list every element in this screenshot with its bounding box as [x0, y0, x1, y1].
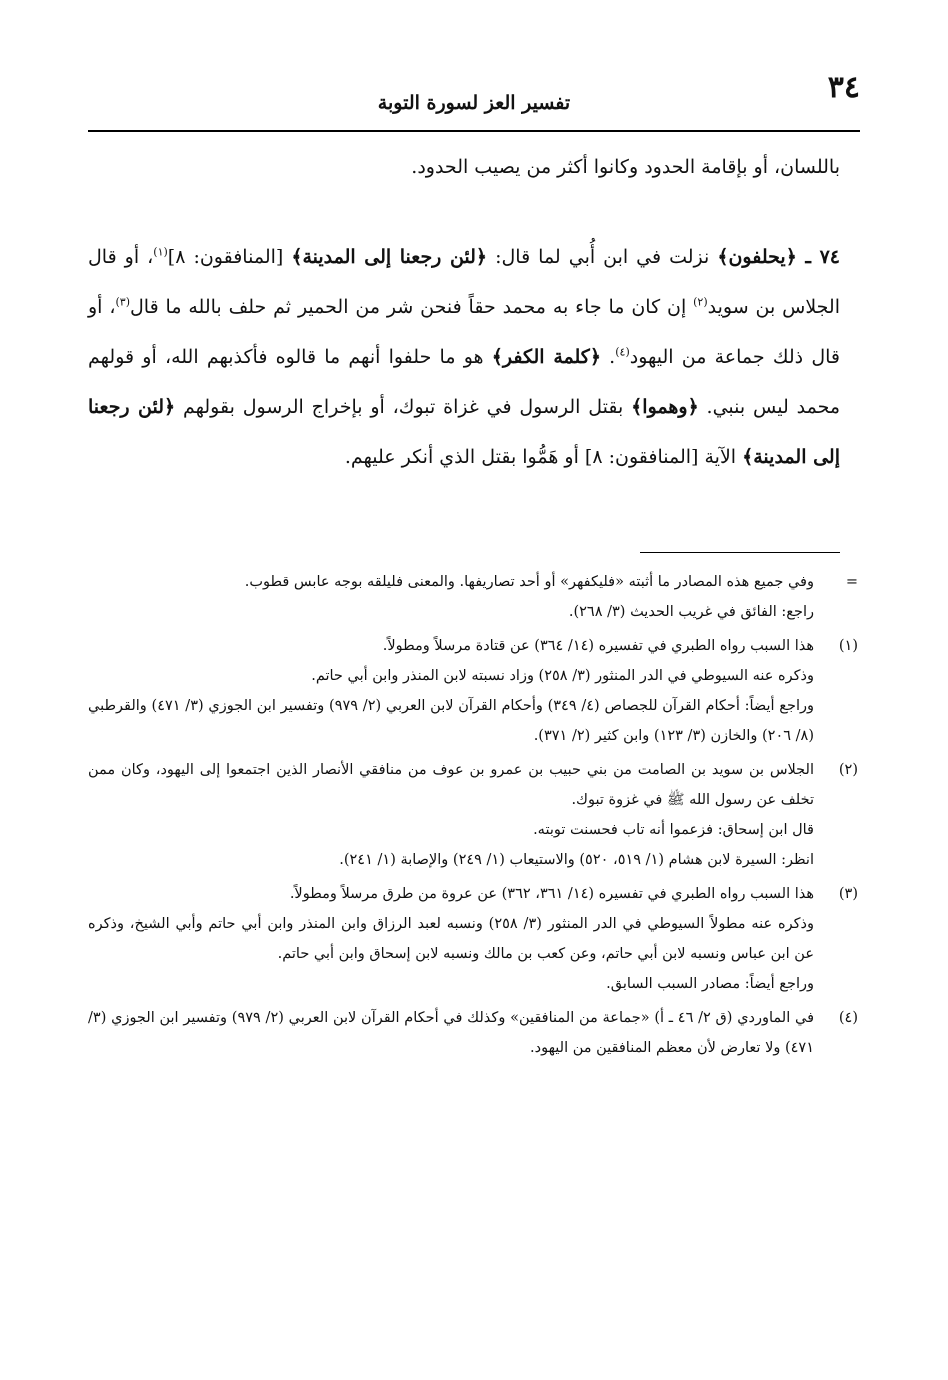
footnote-line: الجلاس بن سويد بن الصامت من بني حبيب بن عمرو بن عوف من منافقي الأنصار الذين اجتمعوا إلى اليهود، وكان ممن تخلف عن رسول الله ﷺ في غزوة تبوك. [88, 762, 814, 808]
footnote-3 [88, 879, 858, 999]
quran-word: ﴿وهموا﴾ [631, 396, 699, 418]
commentary-text: [المنافقون: ٨] [167, 246, 292, 268]
footnote-marker: (٤) [838, 1010, 858, 1026]
footnote-line: هذا السبب رواه الطبري في تفسيره (١٤/ ٣٦١، ٣٦٢) عن عروة من طرق مرسلاً ومطولاً. [289, 886, 814, 902]
running-title: تفسير العز لسورة التوبة [377, 92, 571, 114]
commentary-text: الآية [المنافقون: ٨] أو هَمُّوا بقتل الذي أنكر عليهم. [344, 446, 743, 468]
footnote-line: وراجع أيضاً: مصادر السبب السابق. [606, 976, 814, 992]
footnote-line: وذكره عنه السيوطي في الدر المنثور (٣/ ٢٥٨) وزاد نسبته لابن المنذر وابن أبي حاتم. [311, 668, 814, 684]
commentary-text: نزلت في ابن أُبي لما قال: [487, 246, 718, 268]
footnote-line: انظر: السيرة لابن هشام (١/ ٥١٩، ٥٢٠) والاستيعاب (١/ ٢٤٩) والإصابة (١/ ٢٤١). [339, 852, 814, 868]
footnote-ref: (٢) [693, 295, 708, 309]
header-rule [88, 130, 860, 132]
commentary-text: . [600, 346, 616, 368]
quran-word: ﴿لئن رجعنا إلى المدينة﴾ [88, 396, 840, 468]
commentary-text: ، أو قال الجلاس بن سويد [88, 246, 840, 318]
footnote-marker: = [845, 574, 858, 590]
commentary-text: بقتل الرسول في غزاة تبوك، أو بإخراج الرسول بقولهم [175, 396, 632, 418]
paragraph-continuation: باللسان، أو بإقامة الحدود وكانوا أكثر من يصيب الحدود. [411, 156, 840, 178]
quran-word: ﴿يحلفون﴾ [717, 246, 797, 268]
footnote-ref: (١) [153, 245, 168, 259]
quran-word: ﴿لئن رجعنا إلى المدينة﴾ [291, 246, 488, 268]
footnote-ref: (٤) [615, 345, 630, 359]
footnote-line: هذا السبب رواه الطبري في تفسيره (١٤/ ٣٦٤) عن قتادة مرسلاً ومطولاً. [382, 638, 814, 654]
footnote-ref: (٣) [115, 295, 130, 309]
footnote-marker: (٢) [838, 762, 858, 778]
page-number: ٣٤ [827, 70, 860, 105]
footnote-line: في الماوردي (ق ٢/ ٤٦ ـ أ) «جماعة من المنافقين» وكذلك في أحكام القرآن لابن العربي (٢/ ٩٧٩) وتفسير ابن الجوزي (٣/ ٤٧١) ولا تعارض لأن معظم المنافقين من اليهود. [88, 1010, 815, 1056]
footnote-line: قال ابن إسحاق: فزعموا أنه تاب فحسنت توبته. [533, 822, 814, 838]
footnote-line: راجع: الفائق في غريب الحديث (٣/ ٢٦٨). [568, 604, 814, 620]
footnote-continued [88, 567, 858, 627]
commentary-text: إن كان ما جاء به محمد حقاً فنحن شر من الحمير ثم حلف بالله ما قال [129, 296, 694, 318]
commentary-text: ، أو قال ذلك جماعة من اليهود [88, 296, 841, 368]
footnote-line: وذكره عنه مطولاً السيوطي في الدر المنثور (٣/ ٢٥٨) ونسبه لعبد الرزاق وابن المنذر وابن أبي حاتم وأبي الشيخ، وذكره عن ابن عباس ونسبه لابن أبي حاتم، وعن كعب بن مالك ونسبه لابن إسحاق وابن أبي حاتم. [88, 916, 814, 962]
main-text [88, 142, 840, 482]
footnotes [88, 567, 858, 1063]
verse-number: ٧٤ ـ [796, 246, 840, 268]
footnote-4 [88, 1003, 858, 1063]
footnote-marker: (٣) [838, 886, 858, 902]
footnote-line: وفي جميع هذه المصادر ما أثبته «فليكفهر» أو أحد تصاريفها. والمعنى فليلقه بوجه عابس قطوب. [244, 574, 814, 590]
footnote-1 [88, 631, 858, 751]
footnote-separator [640, 552, 840, 553]
footnote-marker: (١) [838, 638, 858, 654]
verse-74-commentary [88, 232, 840, 482]
footnote-2 [88, 755, 858, 875]
commentary-text: هو ما حلفوا أنهم ما قالوه فأكذبهم الله، أو قولهم محمد ليس بنبي. [88, 346, 841, 418]
quran-word: ﴿كلمة الكفر﴾ [491, 346, 601, 368]
footnote-line: وراجع أيضاً: أحكام القرآن للجصاص (٤/ ٣٤٩) وأحكام القرآن لابن العربي (٢/ ٩٧٩) وتفسير ابن الجوزي (٣/ ٤٧١) والقرطبي (٨/ ٢٠٦) والخازن (٣/ ١٢٣) وابن كثير (٢/ ٣٧١). [88, 698, 814, 744]
